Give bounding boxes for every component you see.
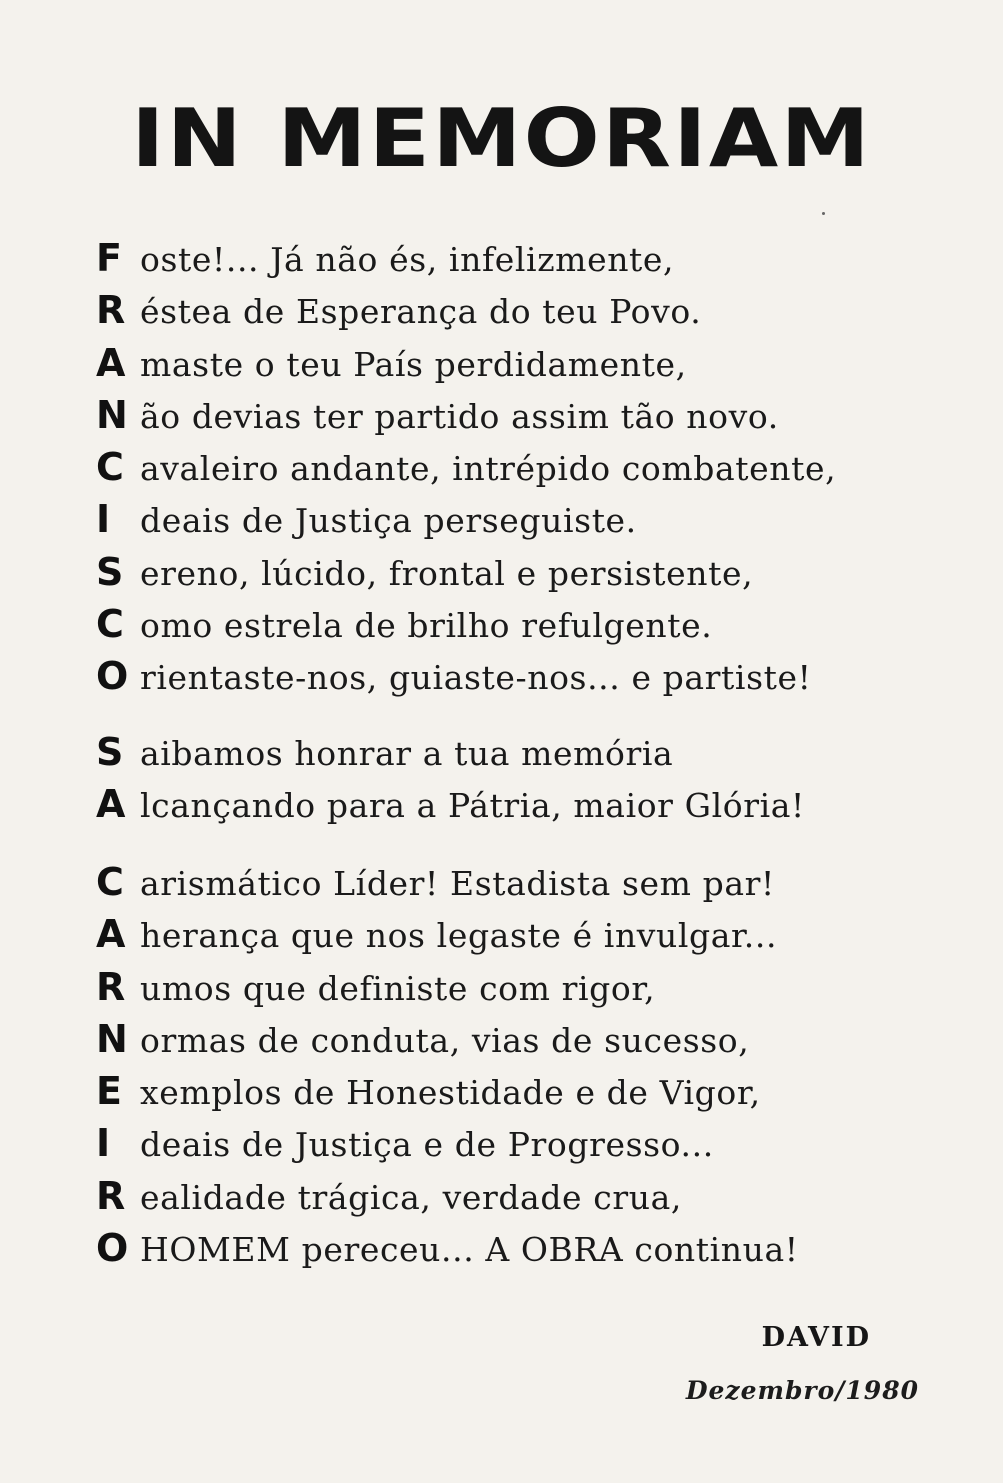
poem-line <box>96 1174 976 1226</box>
poem-date: Dezembro/1980 <box>685 1376 919 1405</box>
poem-line <box>96 602 976 654</box>
poem-line <box>96 341 976 393</box>
acrostic-initial: I <box>96 497 111 542</box>
acrostic-initial: C <box>96 860 124 904</box>
acrostic-initial: C <box>96 602 124 647</box>
line-text: HOMEM pereceu... A OBRA continua! <box>140 1230 799 1270</box>
line-text: oste!... Já não és, infelizmente, <box>140 240 675 279</box>
line-text: ão devias ter partido assim tão novo. <box>140 396 779 436</box>
line-text: rientaste-nos, guiaste-nos... e partiste! <box>140 658 812 698</box>
poem-line <box>96 1226 976 1278</box>
acrostic-initial: R <box>96 1173 126 1218</box>
line-text: deais de Justiça perseguiste. <box>140 501 637 541</box>
poem-line <box>96 288 976 340</box>
line-text: ereno, lúcido, frontal e persistente, <box>140 553 754 593</box>
acrostic-initial: A <box>96 912 126 957</box>
author-signature: DAVID <box>761 1322 871 1353</box>
line-text: aibamos honrar a tua memória <box>140 734 674 773</box>
acrostic-initial: R <box>96 288 126 333</box>
line-text: lcançando para a Pátria, maior Glória! <box>140 786 805 826</box>
poem-line <box>96 550 976 602</box>
poem-line <box>96 782 976 834</box>
acrostic-initial: C <box>96 445 124 490</box>
line-text: deais de Justiça e de Progresso... <box>140 1125 714 1165</box>
poem-line <box>96 1121 976 1173</box>
poem-line <box>96 965 976 1017</box>
poem-line <box>96 445 976 497</box>
line-text: arismático Líder! Estadista sem par! <box>140 864 775 903</box>
acrostic-initial: F <box>96 236 122 280</box>
poem-line <box>96 393 976 445</box>
line-text: ealidade trágica, verdade crua, <box>140 1177 682 1217</box>
acrostic-initial: A <box>96 340 126 385</box>
paper-speck <box>822 212 825 215</box>
line-text: xemplos de Honestidade e de Vigor, <box>140 1073 761 1113</box>
line-text: ormas de conduta, vias de sucesso, <box>140 1020 750 1060</box>
poem-line <box>96 860 976 912</box>
acrostic-initial: S <box>96 730 124 774</box>
acrostic-initial: O <box>96 654 129 699</box>
poem-line <box>96 912 976 964</box>
acrostic-initial: I <box>96 1121 111 1166</box>
line-text: avaleiro andante, intrépido combatente, <box>140 449 837 489</box>
acrostic-initial: N <box>96 1016 128 1061</box>
acrostic-initial: N <box>96 392 128 437</box>
line-text: herança que nos legaste é invulgar... <box>140 916 778 956</box>
stanza-second <box>96 730 976 835</box>
line-text: umos que definiste com rigor, <box>140 968 656 1008</box>
line-text: omo estrela de brilho refulgente. <box>140 606 713 646</box>
line-text: éstea de Esperança do teu Povo. <box>140 292 702 332</box>
poem-line <box>96 654 976 706</box>
acrostic-initial: S <box>96 549 124 594</box>
poem-line <box>96 1017 976 1069</box>
stanza-third <box>96 860 976 1278</box>
poem-line <box>96 1069 976 1121</box>
acrostic-initial: R <box>96 964 126 1009</box>
acrostic-initial: E <box>96 1069 122 1114</box>
poem-line <box>96 497 976 549</box>
poem-line <box>96 730 976 782</box>
acrostic-initial: A <box>96 782 126 827</box>
poem-line <box>96 236 976 288</box>
page-title: IN MEMORIAM <box>131 92 872 185</box>
line-text: maste o teu País perdidamente, <box>140 344 687 384</box>
acrostic-initial: O <box>96 1226 129 1271</box>
stanza-first <box>96 236 976 707</box>
